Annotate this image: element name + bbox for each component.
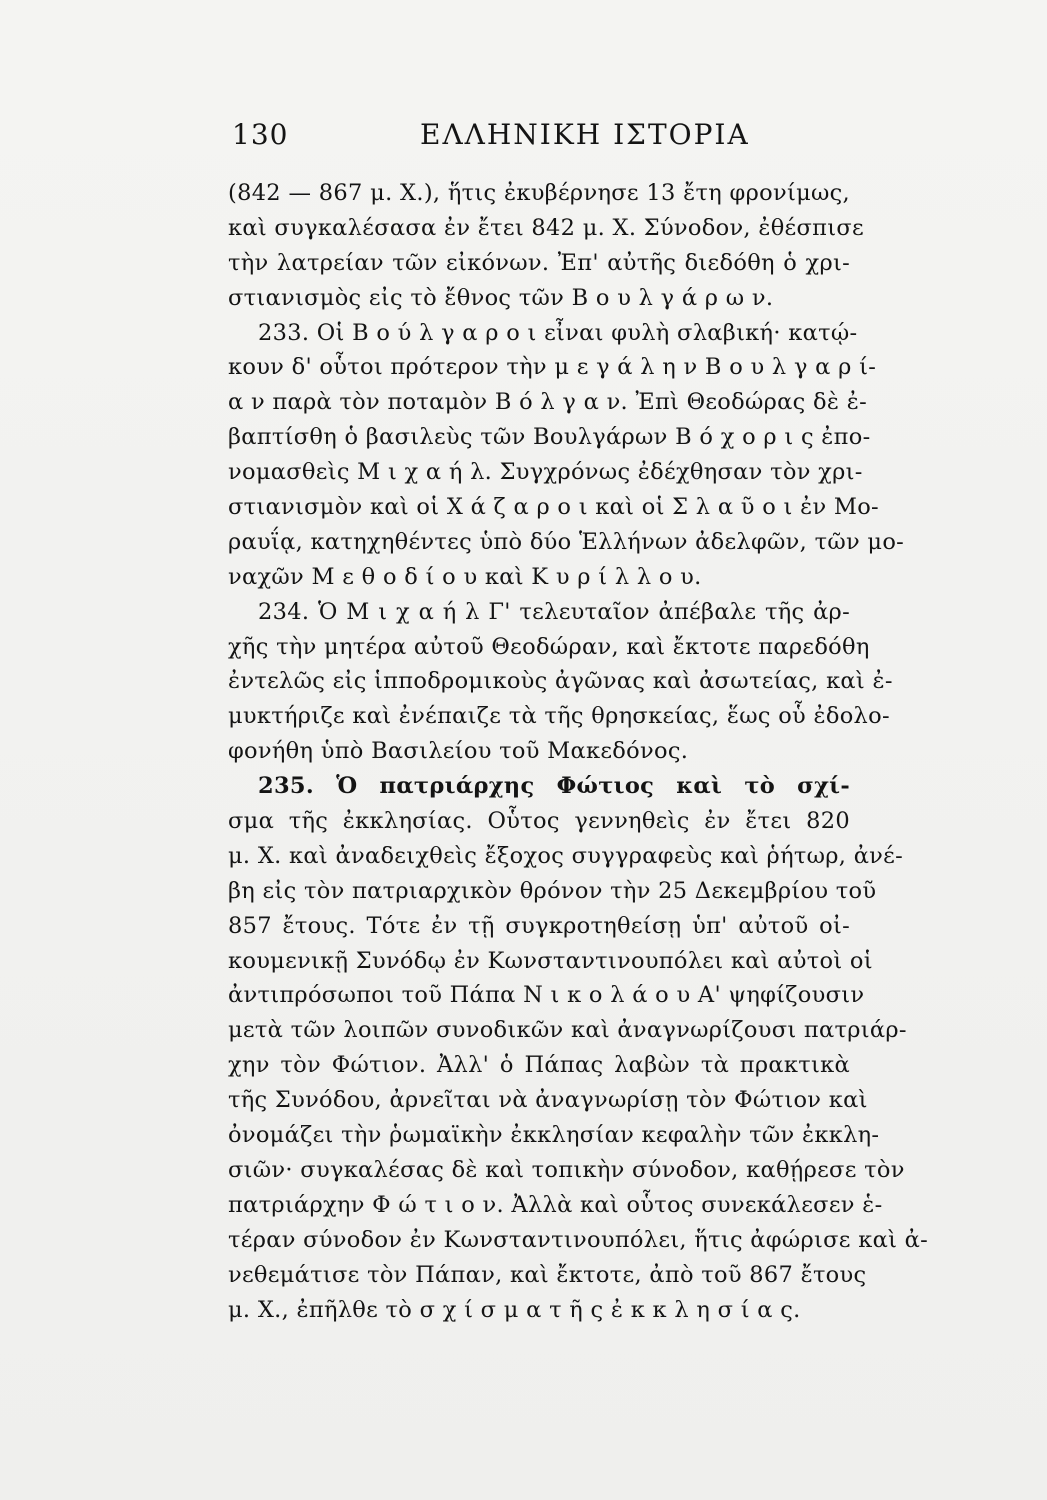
body-text xyxy=(228,176,929,1327)
text-line: τῆς Συνόδου, ἀρνεῖται νὰ ἀναγνωρίσῃ τὸν Φώτιον καὶ xyxy=(228,1087,868,1114)
text-line: ἀντιπρόσωποι τοῦ Πάπα Ν ι κ ο λ ά ο υ Α' ψηφίζουσιν xyxy=(228,982,865,1009)
text-line: φονήθη ὑπὸ Βασιλείου τοῦ Μακεδόνος. xyxy=(228,738,689,765)
text-line: μ. Χ. καὶ ἀναδειχθεὶς ἔξοχος συγγραφεὺς καὶ ῥήτωρ, ἀνέ- xyxy=(228,842,904,869)
text-line: χῆς τὴν μητέρα αὐτοῦ Θεοδώραν, καὶ ἔκτοτε παρεδόθη xyxy=(228,633,870,660)
section-heading-235: 235. Ὁ πατριάρχης Φώτιος καὶ τὸ σχί- xyxy=(258,773,850,800)
text-line: πατριάρχην Φ ώ τ ι ο ν. Ἀλλὰ καὶ οὗτος συνεκάλεσεν ἑ- xyxy=(228,1191,883,1218)
text-line: 857 ἔτους. Τότε ἐν τῇ συγκροτηθείσῃ ὑπ' αὐτοῦ οἰ- xyxy=(228,912,850,939)
text-line: νεθεμάτισε τὸν Πάπαν, καὶ ἔκτοτε, ἀπὸ τοῦ 867 ἔτους xyxy=(228,1261,867,1288)
text-line: (842 — 867 μ. Χ.), ἥτις ἐκυβέρνησε 13 ἔτη φρονίμως, xyxy=(228,180,850,206)
text-line: καὶ συγκαλέσασα ἐν ἔτει 842 μ. Χ. Σύνοδον, ἐθέσπισε xyxy=(228,214,864,241)
text-line: ναχῶν Μ ε θ ο δ ί ο υ καὶ Κ υ ρ ί λ λ ο υ. xyxy=(228,563,702,590)
text-line: νομασθεὶς Μ ι χ α ή λ. Συγχρόνως ἐδέχθησαν τὸν χρι- xyxy=(228,459,863,486)
paragraph-234-start: 234. Ὁ Μ ι χ α ή λ Γ' τελευταῖον ἀπέβαλε τῆς ἀρ- xyxy=(258,598,850,625)
text-line: βη εἰς τὸν πατριαρχικὸν θρόνον τὴν 25 Δεκεμβρίου τοῦ xyxy=(228,877,877,904)
text-line: βαπτίσθη ὁ βασιλεὺς τῶν Βουλγάρων Β ό χ ο ρ ι ς ἐπο- xyxy=(228,424,871,451)
text-line: κουμενικῇ Συνόδῳ ἐν Κωνσταντινουπόλει καὶ αὐτοὶ οἱ xyxy=(228,947,873,974)
text-line: κουν δ' οὗτοι πρότερον τὴν μ ε γ ά λ η ν Β ο υ λ γ α ρ ί- xyxy=(228,354,877,381)
text-line: α ν παρὰ τὸν ποταμὸν Β ό λ γ α ν. Ἐπὶ Θεοδώρας δὲ ἐ- xyxy=(228,389,867,416)
text-line: μυκτήριζε καὶ ἐνέπαιζε τὰ τῆς θρησκείας, ἕως οὗ ἐδολο- xyxy=(228,703,890,730)
text-line: στιανισμὸν καὶ οἱ Χ ά ζ α ρ ο ι καὶ οἱ Σ λ α ῦ ο ι ἐν Μο- xyxy=(228,494,879,521)
page-header xyxy=(232,118,852,158)
text-line: στιανισμὸς εἰς τὸ ἔθνος τῶν Β ο υ λ γ ά ρ ω ν. xyxy=(228,284,774,311)
text-line: τέραν σύνοδον ἐν Κωνσταντινουπόλει, ἥτις ἀφώρισε καὶ ἀ- xyxy=(228,1226,929,1253)
paragraph-233-start: 233. Οἱ Β ο ύ λ γ α ρ ο ι εἶναι φυλὴ σλαβική· κατῴ- xyxy=(258,319,858,346)
running-title: ΕΛΛΗΝΙΚΗ ΙΣΤΟΡΙΑ xyxy=(420,118,750,151)
text-line: σμα τῆς ἐκκλησίας. Οὗτος γεννηθεὶς ἐν ἔτει 820 xyxy=(228,808,850,835)
text-line: χην τὸν Φώτιον. Ἀλλ' ὁ Πάπας λαβὼν τὰ πρακτικὰ xyxy=(228,1052,850,1079)
text-line: τὴν λατρείαν τῶν εἰκόνων. Ἐπ' αὐτῆς διεδόθη ὁ χρι- xyxy=(228,249,850,276)
text-line: σιῶν· συγκαλέσας δὲ καὶ τοπικὴν σύνοδον, καθῄρεσε τὸν xyxy=(228,1156,905,1183)
text-line: μετὰ τῶν λοιπῶν συνοδικῶν καὶ ἀναγνωρίζουσι πατριάρ- xyxy=(228,1017,907,1044)
text-line: ἐντελῶς εἰς ἱπποδρομικοὺς ἀγῶνας καὶ ἀσωτείας, καὶ ἐ- xyxy=(228,668,893,695)
page-number: 130 xyxy=(232,118,289,151)
text-line: μ. Χ., ἐπῆλθε τὸ σ χ ί σ μ α τ ῆ ς ἐ κ κ λ η σ ί α ς. xyxy=(228,1296,801,1323)
text-line: ὀνομάζει τὴν ῥωμαϊκὴν ἐκκλησίαν κεφαλὴν τῶν ἐκκλη- xyxy=(228,1122,880,1149)
text-line: ραυΐᾳ, κατηχηθέντες ὑπὸ δύο Ἑλλήνων ἀδελφῶν, τῶν μο- xyxy=(228,528,905,555)
